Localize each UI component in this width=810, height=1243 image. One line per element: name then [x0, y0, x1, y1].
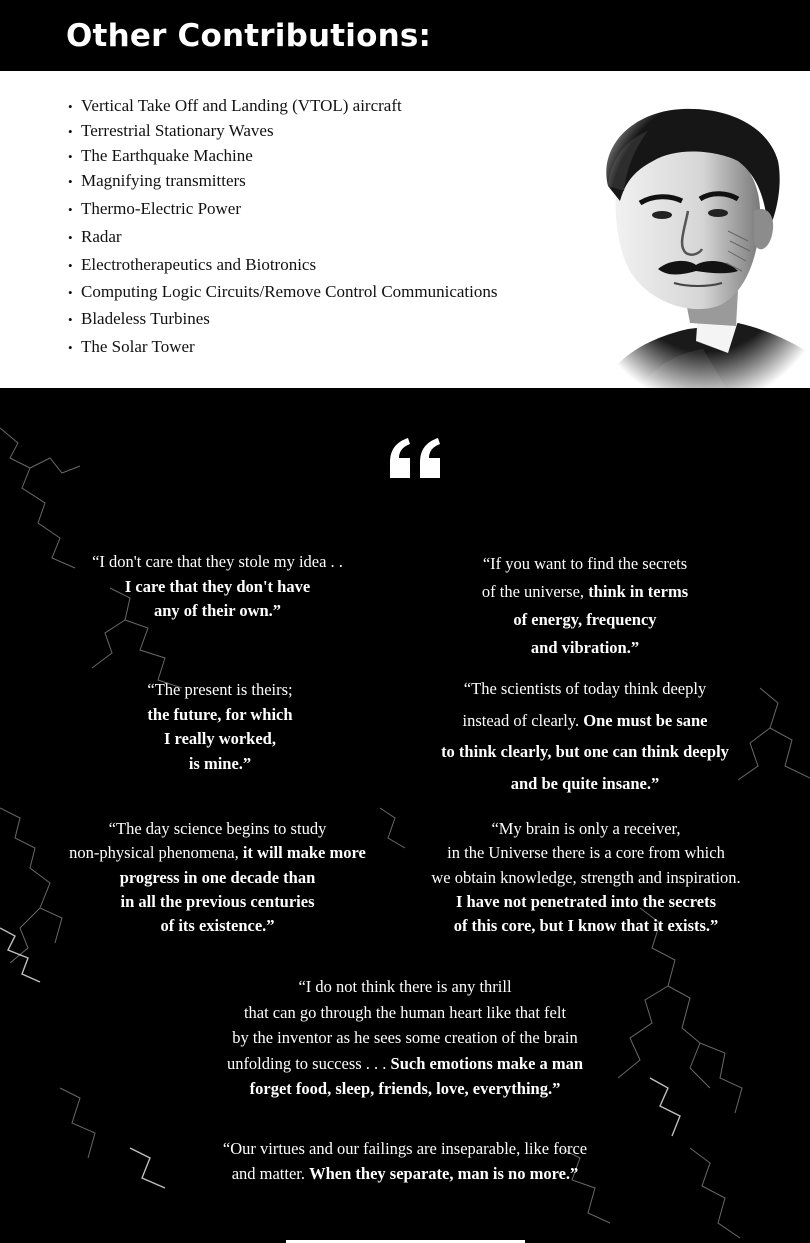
quote-line: by the inventor as he sees some creation of the brain [232, 1028, 578, 1047]
quotes-section [0, 388, 810, 1243]
quote-line-bold: and vibration.” [530, 638, 640, 657]
list-item-label: Bladeless Turbines [81, 309, 210, 328]
quote-line: and matter. [231, 1164, 310, 1183]
quote-2 [430, 550, 740, 662]
quote-7 [150, 974, 660, 1102]
quote-line: we obtain knowledge, strength and inspiration. [431, 867, 741, 887]
quote-1 [60, 550, 375, 624]
quote-line-bold: to think clearly, but one can think deeply [441, 742, 729, 761]
list-item-label: Radar [81, 227, 122, 246]
quote-4 [405, 673, 765, 799]
bullet-icon: • [68, 230, 73, 245]
quote-line: “Our virtues and our failings are inseparable, like force [222, 1139, 588, 1158]
bullet-icon: • [68, 285, 73, 300]
quote-line-bold: progress in one decade than [119, 867, 316, 887]
quote-line-bold: think in terms [588, 582, 689, 601]
quote-line-bold: of its existence.” [160, 916, 275, 936]
list-item-label: The Solar Tower [81, 337, 195, 356]
list-item [68, 122, 274, 139]
bullet-icon: • [68, 124, 73, 139]
quote-line-bold: Such emotions make a man [390, 1053, 584, 1073]
bullet-icon: • [68, 340, 73, 355]
quote-line-bold: of energy, frequency [513, 610, 657, 629]
list-item-label: Magnifying transmitters [81, 171, 246, 190]
quote-line-bold: is mine.” [188, 753, 252, 773]
bullet-icon: • [68, 149, 73, 164]
quote-line: unfolding to success . . . [226, 1053, 391, 1073]
quote-line: that can go through the human heart like that felt [243, 1002, 567, 1022]
quote-line-bold: One must be sane [583, 710, 708, 730]
quote-5 [40, 817, 395, 938]
list-item [68, 97, 402, 114]
bullet-icon: • [68, 312, 73, 327]
list-item-label: Electrotherapeutics and Biotronics [81, 255, 317, 274]
bullet-icon: • [68, 202, 73, 217]
quote-line: “I don't care that they stole my idea . . [92, 552, 343, 571]
quote-line: instead of clearly. [462, 710, 584, 730]
list-item-label: Terrestrial Stationary Waves [81, 121, 274, 140]
quote-line: of the universe, [481, 582, 589, 601]
contributions-panel [0, 71, 810, 388]
quote-line-bold: it will make more [242, 843, 366, 863]
list-item [68, 228, 122, 245]
quote-line-bold: I really worked, [164, 729, 276, 748]
portrait-illustration [578, 91, 810, 388]
list-item [68, 147, 253, 164]
quote-line: “I do not think there is any thrill [298, 977, 512, 996]
bullet-icon: • [68, 99, 73, 114]
quote-line: “The day science begins to study [108, 819, 327, 838]
list-item-label: Computing Logic Circuits/Remove Control Communications [81, 282, 498, 301]
list-item [68, 256, 316, 273]
quote-line: in the Universe there is a core from which [447, 843, 725, 863]
quote-line-bold: I care that they don't have [124, 576, 311, 596]
quote-line-bold: forget food, sleep, friends, love, everything.” [249, 1079, 561, 1098]
quote-mark-icon [388, 438, 442, 478]
quote-line-bold: I have not penetrated into the secrets [456, 891, 716, 911]
list-item [68, 310, 210, 327]
list-item-label: Thermo-Electric Power [81, 199, 242, 218]
list-item [68, 172, 246, 189]
list-item-label: Vertical Take Off and Landing (VTOL) aircraft [81, 96, 402, 115]
quote-line-bold: any of their own.” [153, 601, 282, 620]
quote-line: “If you want to find the secrets [482, 554, 688, 573]
quote-line: non-physical phenomena, [69, 843, 243, 863]
list-item [68, 283, 497, 300]
bullet-icon: • [68, 258, 73, 273]
quote-line-bold: in all the previous centuries [120, 891, 315, 911]
quote-3 [100, 678, 340, 776]
lightning-background [0, 388, 810, 1243]
quote-8 [150, 1136, 660, 1186]
quote-line: “The present is theirs; [147, 680, 293, 699]
list-item [68, 338, 195, 355]
section-header [0, 0, 810, 71]
quote-line: “The scientists of today think deeply [463, 679, 707, 698]
quote-line-bold: and be quite insane.” [510, 773, 660, 793]
list-item-label: The Earthquake Machine [81, 146, 253, 165]
quote-line: “My brain is only a receiver, [491, 819, 681, 838]
quote-6 [400, 817, 772, 938]
quote-line-bold: When they separate, man is no more.” [309, 1164, 579, 1183]
section-title: Other Contributions: [66, 18, 432, 54]
list-item [68, 200, 241, 217]
quote-line-bold: the future, for which [147, 704, 293, 724]
bullet-icon: • [68, 174, 73, 189]
quote-line-bold: of this core, but I know that it exists.” [453, 916, 719, 936]
